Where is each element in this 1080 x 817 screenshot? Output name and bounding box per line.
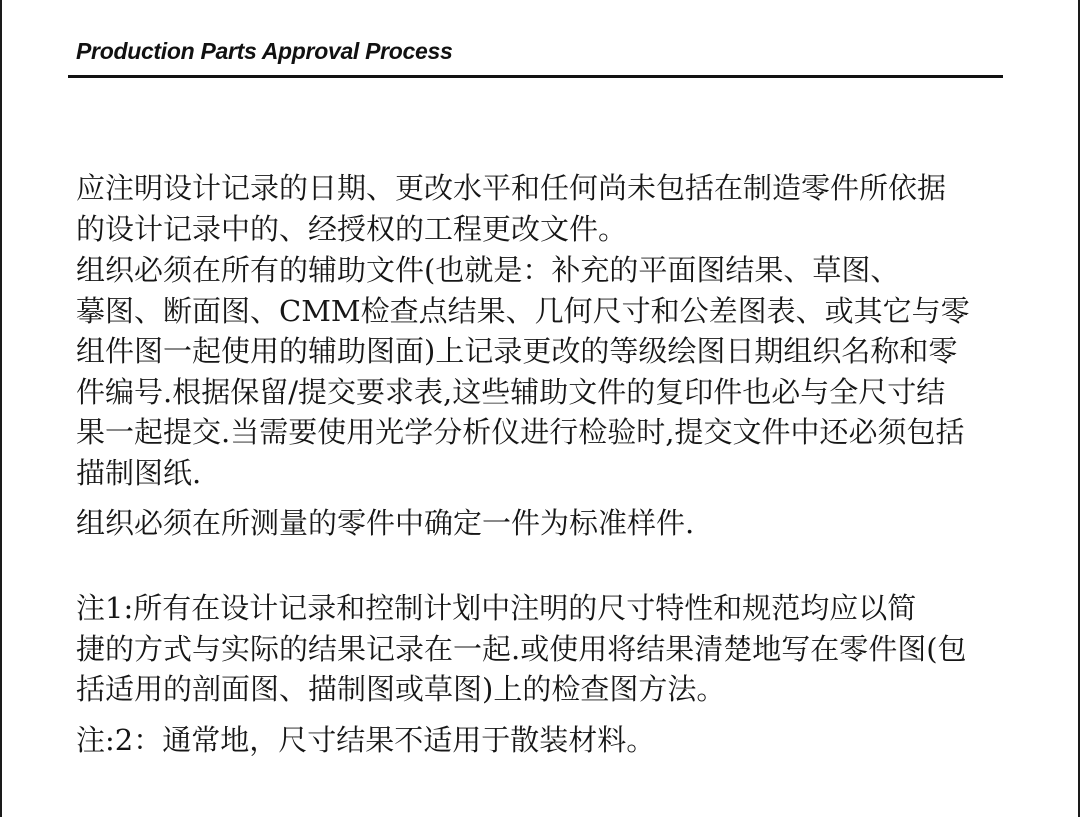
paragraph-line: 的设计记录中的、经授权的工程更改文件。: [76, 211, 628, 246]
paragraph-line: 注1:所有在设计记录和控制计划中注明的尺寸特性和规范均应以简: [76, 591, 917, 625]
paragraph-line: 捷的方式与实际的结果记录在一起.或使用将结果清楚地写在零件图(包: [76, 631, 967, 666]
paragraph-line: 描制图纸.: [76, 455, 202, 490]
paragraph-design-record-date: [76, 168, 1006, 249]
paragraph-line: 组织必须在所有的辅助文件(也就是：补充的平面图结果、草图、: [76, 253, 900, 287]
paragraph-line: 件编号.根据保留/提交要求表,这些辅助文件的复印件也必与全尺寸结: [76, 374, 946, 409]
paragraph-line: 组织必须在所测量的零件中确定一件为标准样件.: [76, 506, 695, 540]
paragraph-line: 注:2：通常地，尺寸结果不适用于散装材料。: [76, 723, 656, 757]
page-header-title: Production Parts Approval Process: [76, 38, 453, 64]
paragraph-line: 括适用的剖面图、描制图或草图)上的检查图方法。: [76, 672, 726, 707]
note-1: [76, 588, 1006, 710]
paragraph-supporting-documents: [76, 250, 1006, 494]
paragraph-master-sample: [76, 503, 1006, 544]
paragraph-line: 果一起提交.当需要使用光学分析仪进行检验时,提交文件中还必须包括: [76, 415, 965, 450]
note-2: [76, 720, 1006, 761]
paragraph-line: 应注明设计记录的日期、更改水平和任何尚未包括在制造零件所依据: [76, 171, 947, 205]
paragraph-line: 摹图、断面图、CMM检查点结果、几何尺寸和公差图表、或其它与零: [76, 293, 970, 328]
header-divider: [68, 75, 1003, 78]
paragraph-line: 组件图一起使用的辅助图面)上记录更改的等级绘图日期组织名称和零: [76, 334, 958, 369]
